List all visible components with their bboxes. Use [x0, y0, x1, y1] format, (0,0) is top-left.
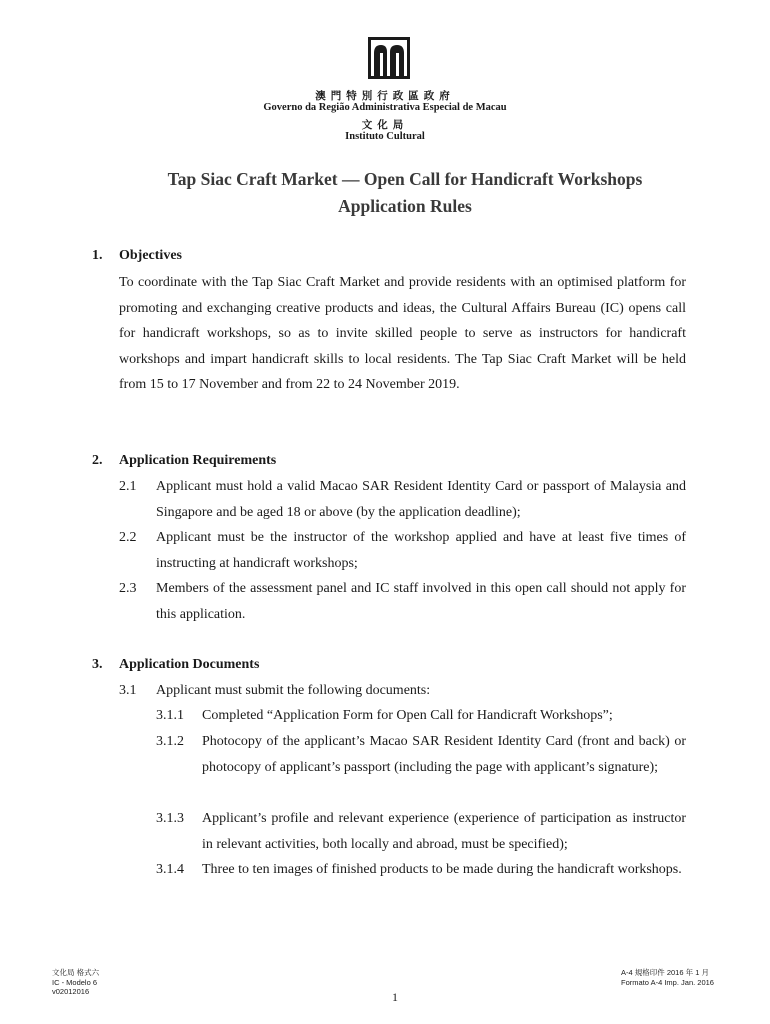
footer-form-chinese: 文化局 格式六: [52, 968, 100, 977]
document-title: Tap Siac Craft Market — Open Call for Handicraft Workshops: [167, 169, 643, 189]
documents-subitem: Completed “Application Form for Open Call for Handicraft Workshops”;: [202, 708, 613, 723]
section-heading-objectives: Objectives: [119, 248, 182, 263]
footer-form-version: v02012016: [52, 987, 90, 996]
documents-subitem: Applicant’s profile and relevant experience (experience of participation as instructor in relevant activities, both locally and abroad, must be specified);: [202, 811, 686, 852]
section-heading-requirements: Application Requirements: [119, 453, 277, 468]
objectives-paragraph: To coordinate with the Tap Siac Craft Market and provide residents with an optimised platform for promoting and exchanging creative products and ideas, the Cultural Affairs Bureau (IC) opens call for handicraft workshops, so as to invite skilled people to serve as instructors for handicraft workshops and impart handicraft skills to local residents. The Tap Siac Craft Market will be held from 15 to 17 November and from 22 to 24 November 2019.: [119, 275, 686, 392]
document-subtitle: Application Rules: [338, 196, 472, 216]
portuguese-government-name: Governo da Região Administrativa Especial de Macau: [263, 102, 507, 113]
documents-subitem: Three to ten images of finished products to be made during the handicraft workshops.: [202, 862, 682, 877]
item-number: 2.3: [119, 581, 137, 596]
requirement-item: Applicant must hold a valid Macao SAR Resident Identity Card or passport of Malaysia and Singapore and be aged 18 or above (by the application deadline);: [156, 479, 686, 520]
documents-subitem: Photocopy of the applicant’s Macao SAR Resident Identity Card (front and back) or photocopy of applicant’s passport (including the page with applicant’s signature);: [202, 734, 686, 775]
section-number: 3.: [92, 657, 103, 672]
chinese-bureau-name: 文化局: [361, 120, 409, 131]
item-number: 2.1: [119, 479, 137, 494]
item-number: 2.2: [119, 530, 137, 545]
documents-item: Applicant must submit the following documents:: [156, 683, 431, 698]
footer-format-portuguese: Formato A-4 Imp. Jan. 2016: [621, 977, 714, 987]
requirement-item: Members of the assessment panel and IC staff involved in this open call should not apply for this application.: [156, 581, 686, 622]
requirement-item: Applicant must be the instructor of the workshop applied and have at least five times of instructing at handicraft workshops;: [156, 530, 686, 571]
subitem-number: 3.1.1: [156, 708, 184, 723]
footer-form-model: IC - Modelo 6: [52, 977, 98, 987]
instituto-cultural-logo: [368, 37, 410, 79]
chinese-government-name: 澳門特別行政區政府: [315, 91, 455, 102]
subitem-number: 3.1.3: [156, 811, 184, 826]
subitem-number: 3.1.4: [156, 862, 184, 877]
footer-format-chinese: A-4 規格印件 2016 年 1 月: [621, 968, 709, 977]
bureau-name: Instituto Cultural: [345, 131, 425, 142]
subitem-number: 3.1.2: [156, 734, 184, 749]
item-number: 3.1: [119, 683, 137, 698]
section-heading-documents: Application Documents: [119, 657, 260, 672]
section-number: 1.: [92, 248, 103, 263]
section-number: 2.: [92, 453, 103, 468]
footer-right: [621, 968, 714, 987]
page-number: 1: [392, 990, 398, 1004]
